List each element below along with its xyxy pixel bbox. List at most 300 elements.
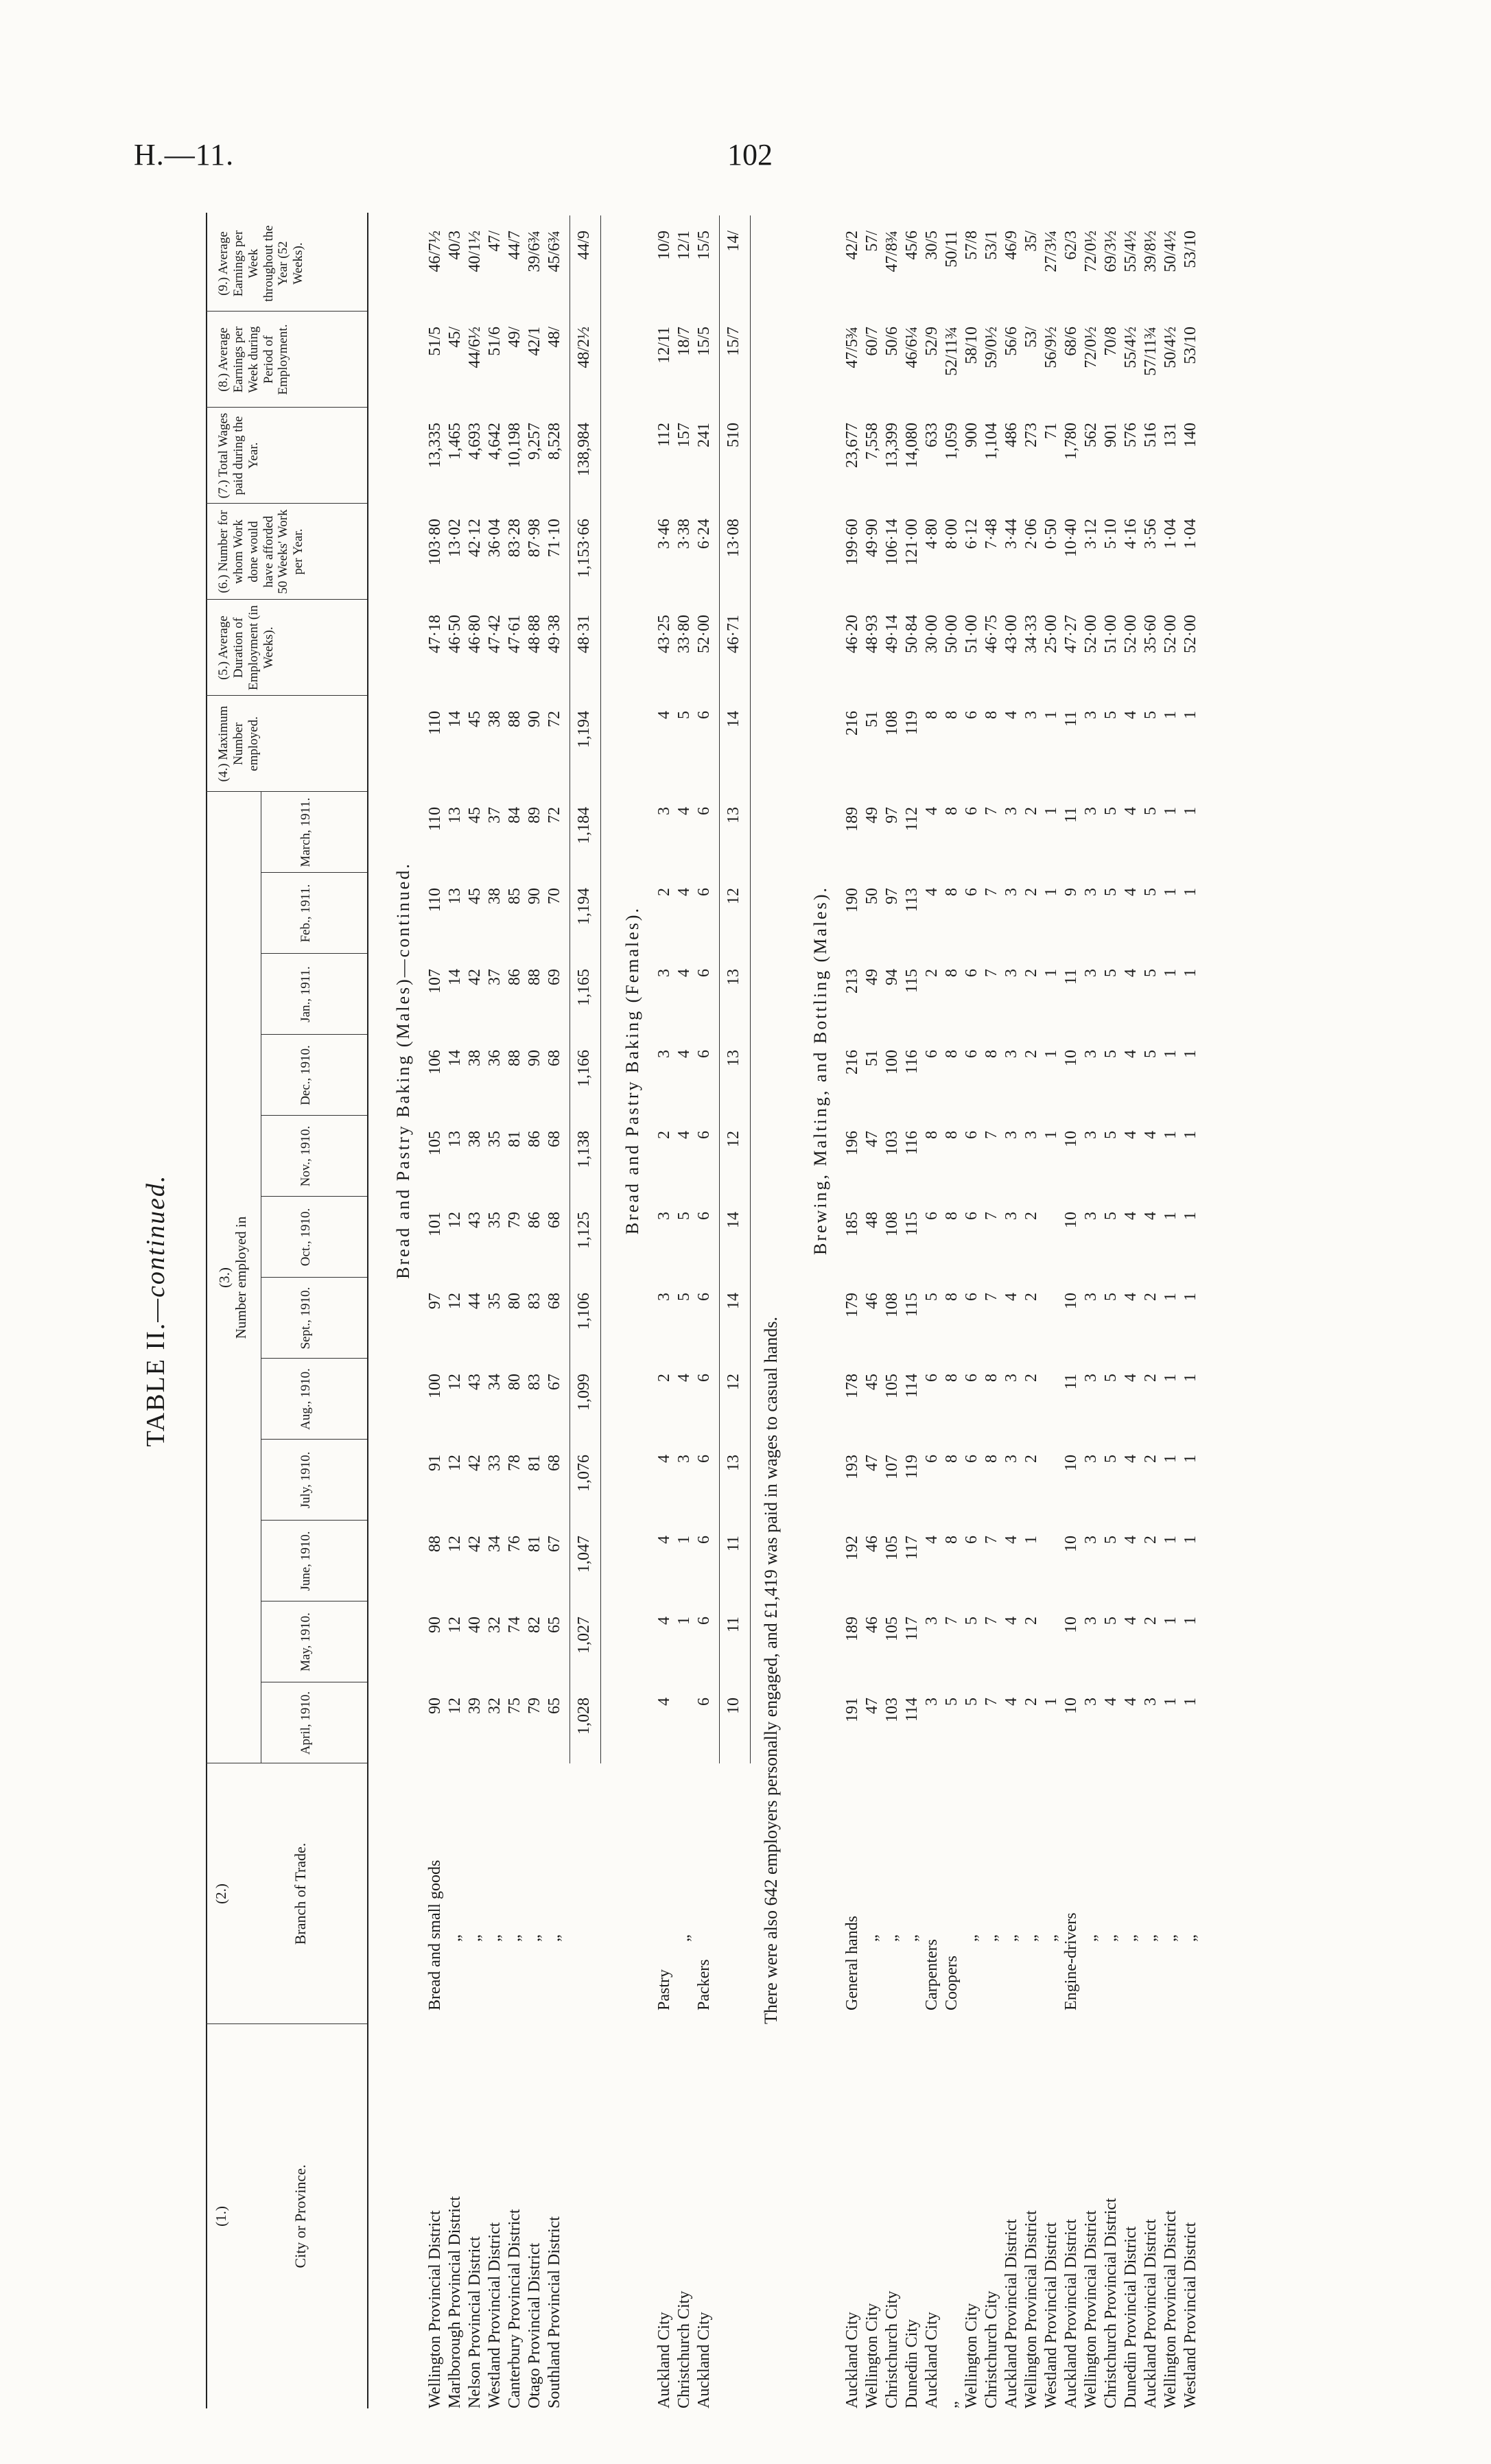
total-wages-cell: 576 — [1122, 423, 1140, 447]
avg-duration-cell: 35·60 — [1142, 615, 1160, 653]
avg-year-earnings-cell: 53/1 — [983, 231, 1000, 260]
month-cell: 119 — [903, 1455, 921, 1479]
max-employed-cell: 5 — [1142, 711, 1160, 719]
num-50-weeks-cell: 121·00 — [903, 519, 921, 565]
avg-period-earnings-cell: 48/ — [545, 327, 563, 348]
month-cell: 4 — [923, 888, 941, 896]
month-cell: 1 — [675, 1536, 693, 1544]
month-cell: 3 — [655, 1293, 673, 1301]
month-cell: 5 — [1102, 1293, 1120, 1301]
month-cell: 1 — [1042, 1698, 1060, 1706]
avg-period-earnings-cell: 49/ — [506, 327, 524, 348]
month-cell: 86 — [506, 969, 524, 985]
month-cell: 1,027 — [575, 1617, 593, 1654]
branch-cell: Engine-drivers — [1062, 1912, 1080, 2010]
month-cell: 4 — [1122, 1455, 1140, 1463]
avg-duration-cell: 48·93 — [863, 615, 881, 653]
month-cell: 10 — [1062, 1617, 1080, 1633]
month-cell: 5 — [1102, 1212, 1120, 1220]
avg-year-earnings-cell: 44/7 — [506, 231, 524, 260]
avg-year-earnings-cell: 57/ — [863, 231, 881, 252]
col2-number: (2.) — [213, 1884, 229, 1904]
month-cell: 1 — [1042, 1131, 1060, 1139]
month-cell: 1,099 — [575, 1374, 593, 1411]
month-cell: 50 — [863, 888, 881, 904]
month-cell: 44 — [466, 1293, 484, 1309]
city-cell: Nelson Provincial District — [466, 2236, 484, 2408]
section-title: Brewing, Malting, and Bottling (Males). — [810, 886, 830, 1256]
avg-year-earnings-cell: 47/8¾ — [883, 231, 901, 272]
month-cell: 3 — [1002, 888, 1020, 896]
month-cell: 4 — [1122, 807, 1140, 815]
avg-duration-cell: 51·00 — [1102, 615, 1120, 653]
month-cell: 6 — [963, 807, 981, 815]
month-cell: 79 — [526, 1698, 543, 1714]
month-cell: 117 — [903, 1617, 921, 1641]
month-cell: 6 — [923, 1455, 941, 1463]
table-row — [843, 213, 864, 2408]
month-cell: 4 — [1142, 1131, 1160, 1139]
month-cell: 4 — [1122, 969, 1140, 977]
num-50-weeks-cell: 42·12 — [466, 519, 484, 557]
month-cell: 6 — [695, 1131, 713, 1139]
avg-period-earnings-cell: 52/9 — [923, 327, 941, 356]
month-cell: 8 — [943, 888, 961, 896]
num-50-weeks-cell: 199·60 — [843, 519, 861, 565]
avg-duration-cell: 48·31 — [575, 615, 593, 653]
month-cell: 81 — [526, 1536, 543, 1552]
month-cell: 1,125 — [575, 1212, 593, 1249]
branch-cell: „ — [466, 1934, 484, 1942]
col6-heading: (6.) Number for whom Work done would have afforded 50 Weeks' Work per Year. — [216, 509, 306, 594]
month-cell: 115 — [903, 1293, 921, 1317]
avg-period-earnings-cell: 52/11¾ — [943, 327, 961, 376]
month-cell: 48 — [863, 1212, 881, 1228]
month-cell: 5 — [1102, 807, 1120, 815]
avg-period-earnings-cell: 60/7 — [863, 327, 881, 356]
month-cell: 89 — [526, 807, 543, 823]
month-cell: 3 — [923, 1698, 941, 1706]
month-cell: 1 — [1182, 1050, 1199, 1058]
month-divider — [261, 1520, 367, 1521]
month-cell: 1 — [1162, 1374, 1179, 1382]
month-cell: 33 — [486, 1455, 504, 1471]
month-cell: 113 — [903, 888, 921, 913]
month-cell: 1 — [1182, 888, 1199, 896]
month-cell: 1 — [1042, 1050, 1060, 1058]
month-cell: 42 — [466, 1455, 484, 1471]
month-cell: 5 — [1102, 1050, 1120, 1058]
month-cell: 36 — [486, 1050, 504, 1066]
month-cell: 189 — [843, 1617, 861, 1641]
avg-year-earnings-cell: 30/5 — [923, 231, 941, 260]
month-cell: 108 — [883, 1212, 901, 1236]
total-wages-cell: 273 — [1022, 423, 1040, 447]
num-50-weeks-cell: 3·44 — [1002, 519, 1020, 549]
num-50-weeks-cell: 49·90 — [863, 519, 881, 557]
avg-duration-cell: 47·18 — [426, 615, 444, 653]
table-row — [963, 213, 983, 2408]
month-cell: 115 — [903, 1212, 921, 1236]
month-cell: 68 — [545, 1455, 563, 1471]
month-cell: 6 — [963, 888, 981, 896]
month-cell: 5 — [1142, 807, 1160, 815]
month-cell: 10 — [1062, 1131, 1080, 1147]
total-wages-cell: 10,198 — [506, 423, 524, 468]
total-wages-cell: 7,558 — [863, 423, 881, 460]
month-cell: 10 — [1062, 1455, 1080, 1471]
month-cell: 38 — [486, 888, 504, 904]
month-cell: 107 — [426, 969, 444, 994]
month-cell: 7 — [983, 888, 1000, 896]
month-cell: 4 — [1002, 1536, 1020, 1544]
avg-year-earnings-cell: 45/6¾ — [545, 231, 563, 272]
month-cell: 86 — [526, 1212, 543, 1228]
month-cell: 11 — [1062, 807, 1080, 823]
month-cell: 1 — [1182, 1374, 1199, 1382]
max-employed-cell: 14 — [446, 711, 464, 727]
branch-cell: „ — [983, 1934, 1000, 1942]
avg-duration-cell: 47·27 — [1062, 615, 1080, 653]
section-title: Bread and Pastry Baking (Females). — [622, 906, 642, 1235]
month-cell: 1 — [1042, 969, 1060, 977]
city-cell: „ — [943, 2401, 961, 2408]
total-wages-cell: 562 — [1082, 423, 1100, 447]
month-cell: 1 — [1182, 969, 1199, 977]
max-employed-cell: 1 — [1182, 711, 1199, 719]
month-cell: 5 — [963, 1617, 981, 1625]
avg-period-earnings-cell: 70/8 — [1102, 327, 1120, 356]
avg-period-earnings-cell: 50/6 — [883, 327, 901, 356]
month-cell: 103 — [883, 1698, 901, 1722]
month-cell: 7 — [983, 1698, 1000, 1706]
month-cell: 88 — [506, 1050, 524, 1066]
table-row — [506, 213, 526, 2408]
city-cell: Auckland Provincial District — [1002, 2219, 1020, 2408]
total-wages-cell: 13,335 — [426, 423, 444, 468]
num-50-weeks-cell: 3·56 — [1142, 519, 1160, 549]
month-cell: 7 — [943, 1617, 961, 1625]
month-cell: 90 — [526, 888, 543, 904]
page-number: 102 — [727, 138, 773, 172]
month-cell: 86 — [526, 1131, 543, 1147]
month-cell: 3 — [675, 1455, 693, 1463]
month-cell: 3 — [1082, 807, 1100, 815]
total-rule-bottom — [600, 215, 601, 1763]
month-cell: 1 — [1182, 1455, 1199, 1463]
month-cell: 3 — [655, 969, 673, 977]
month-cell: 2 — [1022, 969, 1040, 977]
month-cell: 2 — [1022, 1212, 1040, 1220]
month-cell: 4 — [675, 888, 693, 896]
month-cell: 5 — [1102, 1374, 1120, 1382]
month-cell: 4 — [1142, 1212, 1160, 1220]
num-50-weeks-cell: 3·46 — [655, 519, 673, 549]
month-cell: 1,138 — [575, 1131, 593, 1168]
avg-year-earnings-cell: 69/3½ — [1102, 231, 1120, 272]
total-wages-cell: 516 — [1142, 423, 1160, 447]
month-cell: 4 — [1122, 1131, 1140, 1139]
month-cell: 67 — [545, 1536, 563, 1552]
month-cell: 6 — [695, 1212, 713, 1220]
table-row — [486, 213, 506, 2408]
col4-heading: (4.) Maximum Number employed. — [216, 705, 261, 782]
month-cell: 32 — [486, 1617, 504, 1633]
month-cell: 13 — [446, 888, 464, 904]
avg-period-earnings-cell: 15/7 — [725, 327, 742, 356]
avg-duration-cell: 48·88 — [526, 615, 543, 653]
month-cell: 3 — [1002, 969, 1020, 977]
month-cell: 8 — [943, 1212, 961, 1220]
month-cell: 49 — [863, 807, 881, 823]
month-cell: 1,184 — [575, 807, 593, 844]
month-cell: 8 — [943, 807, 961, 815]
max-employed-cell: 1 — [1042, 711, 1060, 719]
month-divider — [261, 872, 367, 873]
avg-duration-cell: 52·00 — [1182, 615, 1199, 653]
max-employed-cell: 110 — [426, 711, 444, 736]
month-cell: 1 — [1182, 1212, 1199, 1220]
month-cell: 51 — [863, 1050, 881, 1066]
month-cell: 2 — [1022, 1698, 1040, 1706]
month-cell: 3 — [655, 1050, 673, 1058]
month-cell: 83 — [526, 1374, 543, 1390]
month-cell: 2 — [655, 888, 673, 896]
month-cell: 1 — [1162, 1617, 1179, 1625]
month-cell: 3 — [1002, 1212, 1020, 1220]
month-cell: 8 — [943, 1374, 961, 1382]
num-50-weeks-cell: 3·12 — [1082, 519, 1100, 549]
month-cell: 2 — [923, 969, 941, 977]
month-cell: 34 — [486, 1536, 504, 1552]
branch-cell: Bread and small goods — [426, 1859, 444, 2010]
month-cell: 3 — [1082, 1131, 1100, 1139]
month-cell: 70 — [545, 888, 563, 904]
total-wages-cell: 14,080 — [903, 423, 921, 468]
month-cell: 5 — [1102, 1536, 1120, 1544]
table-row — [883, 213, 904, 2408]
col1-heading: City or Province. — [292, 2164, 309, 2268]
month-cell: 2 — [1022, 1374, 1040, 1382]
month-cell: 1 — [1162, 1050, 1179, 1058]
month-cell: 43 — [466, 1374, 484, 1390]
month-divider — [261, 1196, 367, 1197]
month-cell: 39 — [466, 1698, 484, 1714]
month-cell: 69 — [545, 969, 563, 985]
total-wages-cell: 1,104 — [983, 423, 1000, 460]
month-cell: 107 — [883, 1455, 901, 1479]
avg-year-earnings-cell: 39/8½ — [1142, 231, 1160, 272]
month-cell: 2 — [1142, 1374, 1160, 1382]
avg-duration-cell: 46·71 — [725, 615, 742, 653]
avg-year-earnings-cell: 40/1½ — [466, 231, 484, 272]
month-cell: 88 — [426, 1536, 444, 1552]
month-cell: 49 — [863, 969, 881, 985]
total-wages-cell: 13,399 — [883, 423, 901, 468]
avg-period-earnings-cell: 51/6 — [486, 327, 504, 356]
max-employed-cell: 5 — [675, 711, 693, 719]
branch-cell: „ — [1162, 1934, 1179, 1942]
month-cell: 4 — [1122, 1374, 1140, 1382]
month-cell: 12 — [446, 1455, 464, 1471]
max-employed-cell: 108 — [883, 711, 901, 736]
city-cell: Auckland City — [655, 2312, 673, 2408]
avg-period-earnings-cell: 48/2½ — [575, 327, 593, 368]
month-cell: 13 — [725, 969, 742, 985]
month-cell: 80 — [506, 1374, 524, 1390]
month-cell: 3 — [1082, 1617, 1100, 1625]
month-cell: 3 — [1002, 1050, 1020, 1058]
month-divider — [261, 1358, 367, 1359]
month-cell: 72 — [545, 807, 563, 823]
month-cell: 5 — [963, 1698, 981, 1706]
month-cell: 5 — [1102, 1131, 1120, 1139]
num-50-weeks-cell: 6·12 — [963, 519, 981, 549]
avg-year-earnings-cell: 72/0½ — [1082, 231, 1100, 272]
total-wages-cell: 138,984 — [575, 423, 593, 476]
col2-heading: Branch of Trade. — [292, 1842, 309, 1945]
num-50-weeks-cell: 71·10 — [545, 519, 563, 557]
table-row — [1162, 213, 1182, 2408]
month-cell: 35 — [486, 1212, 504, 1228]
month-cell: 6 — [963, 1455, 981, 1463]
avg-duration-cell: 25·00 — [1042, 615, 1060, 653]
month-cell: 101 — [426, 1212, 444, 1236]
month-cell: 105 — [883, 1617, 901, 1641]
month-cell: 12 — [446, 1212, 464, 1228]
month-cell: 5 — [1102, 1617, 1120, 1625]
branch-cell: „ — [1122, 1934, 1140, 1942]
month-cell: 2 — [1022, 1293, 1040, 1301]
month-cell: 3 — [655, 1212, 673, 1220]
avg-year-earnings-cell: 42/2 — [843, 231, 861, 260]
max-employed-cell: 88 — [506, 711, 524, 727]
month-cell: 37 — [486, 807, 504, 823]
month-cell: 68 — [545, 1050, 563, 1066]
month-cell: 1,194 — [575, 888, 593, 925]
month-header: Feb., 1911. — [298, 884, 313, 943]
col8-heading: (8.) Average Earnings per Week during Period of Employment. — [216, 324, 291, 395]
month-cell: 6 — [695, 888, 713, 896]
avg-year-earnings-cell: 27/3¼ — [1042, 231, 1060, 272]
table-row — [675, 213, 696, 2408]
city-cell: Auckland City — [695, 2312, 713, 2408]
table-row — [545, 213, 566, 2408]
num-50-weeks-cell: 3·38 — [675, 519, 693, 549]
month-cell: 32 — [486, 1698, 504, 1714]
month-cell: 4 — [675, 807, 693, 815]
num-50-weeks-cell: 4·16 — [1122, 519, 1140, 549]
month-cell: 178 — [843, 1374, 861, 1398]
month-cell: 8 — [943, 1536, 961, 1544]
month-cell: 12 — [446, 1374, 464, 1390]
month-cell: 8 — [943, 1131, 961, 1139]
avg-year-earnings-cell: 40/3 — [446, 231, 464, 260]
city-cell: Canterbury Provincial District — [506, 2209, 524, 2408]
month-cell: 7 — [983, 969, 1000, 977]
avg-period-earnings-cell: 53/10 — [1182, 327, 1199, 364]
max-employed-cell: 1,194 — [575, 711, 593, 748]
branch-cell: „ — [675, 1934, 693, 1942]
max-employed-cell: 45 — [466, 711, 484, 727]
branch-cell: „ — [506, 1934, 524, 1942]
avg-duration-cell: 52·00 — [695, 615, 713, 653]
month-cell: 213 — [843, 969, 861, 994]
month-cell: 1 — [1162, 1212, 1179, 1220]
month-cell: 75 — [506, 1698, 524, 1714]
total-wages-cell: 1,059 — [943, 423, 961, 460]
avg-period-earnings-cell: 59/0½ — [983, 327, 1000, 368]
month-cell: 4 — [1122, 1617, 1140, 1625]
branch-cell: „ — [903, 1934, 921, 1942]
max-employed-cell: 6 — [695, 711, 713, 719]
month-cell: 6 — [963, 1212, 981, 1220]
num-50-weeks-cell: 1·04 — [1162, 519, 1179, 549]
month-cell: 6 — [695, 1050, 713, 1058]
city-cell: Auckland Provincial District — [1142, 2219, 1160, 2408]
table-row — [923, 213, 943, 2408]
month-cell: 1 — [1182, 1617, 1199, 1625]
month-cell: 14 — [725, 1293, 742, 1309]
avg-duration-cell: 46·75 — [983, 615, 1000, 653]
month-cell: 191 — [843, 1698, 861, 1722]
month-cell: 35 — [486, 1293, 504, 1309]
branch-cell: „ — [883, 1934, 901, 1942]
city-cell: Auckland City — [843, 2312, 861, 2408]
table-row — [1142, 213, 1162, 2408]
avg-duration-cell: 52·00 — [1082, 615, 1100, 653]
avg-year-earnings-cell: 53/10 — [1182, 231, 1199, 268]
avg-period-earnings-cell: 15/5 — [695, 327, 713, 356]
month-cell: 97 — [883, 888, 901, 904]
table-row — [1102, 213, 1123, 2408]
month-cell: 34 — [486, 1374, 504, 1390]
month-cell: 1 — [1182, 1293, 1199, 1301]
month-cell: 6 — [923, 1374, 941, 1382]
month-cell: 81 — [506, 1131, 524, 1147]
month-cell: 4 — [675, 1374, 693, 1382]
total-wages-cell: 23,677 — [843, 423, 861, 468]
avg-duration-cell: 52·00 — [1122, 615, 1140, 653]
num-50-weeks-cell: 6·24 — [695, 519, 713, 549]
month-cell: 81 — [526, 1455, 543, 1471]
month-cell: 6 — [695, 1617, 713, 1625]
month-cell: 3 — [1002, 807, 1020, 815]
table-row — [943, 213, 963, 2408]
month-cell: 106 — [426, 1050, 444, 1075]
avg-period-earnings-cell: 58/10 — [963, 327, 981, 364]
avg-duration-cell: 52·00 — [1162, 615, 1179, 653]
month-cell: 1 — [1162, 1293, 1179, 1301]
month-cell: 192 — [843, 1536, 861, 1560]
month-divider — [261, 1115, 367, 1116]
month-cell: 117 — [903, 1536, 921, 1560]
max-employed-cell: 38 — [486, 711, 504, 727]
avg-period-earnings-cell: 12/11 — [655, 327, 673, 364]
month-cell: 4 — [1122, 1212, 1140, 1220]
total-wages-cell: 157 — [675, 423, 693, 447]
month-cell: 108 — [883, 1293, 901, 1317]
total-wages-cell: 633 — [923, 423, 941, 447]
avg-duration-cell: 46·80 — [466, 615, 484, 653]
month-cell: 4 — [1122, 1293, 1140, 1301]
page-header-left: H.—11. — [134, 138, 235, 172]
month-cell: 5 — [675, 1293, 693, 1301]
header-bottom-rule — [367, 213, 368, 2408]
month-cell: 90 — [526, 1050, 543, 1066]
city-cell: Westland Provincial District — [486, 2222, 504, 2408]
table-row — [1022, 213, 1043, 2408]
